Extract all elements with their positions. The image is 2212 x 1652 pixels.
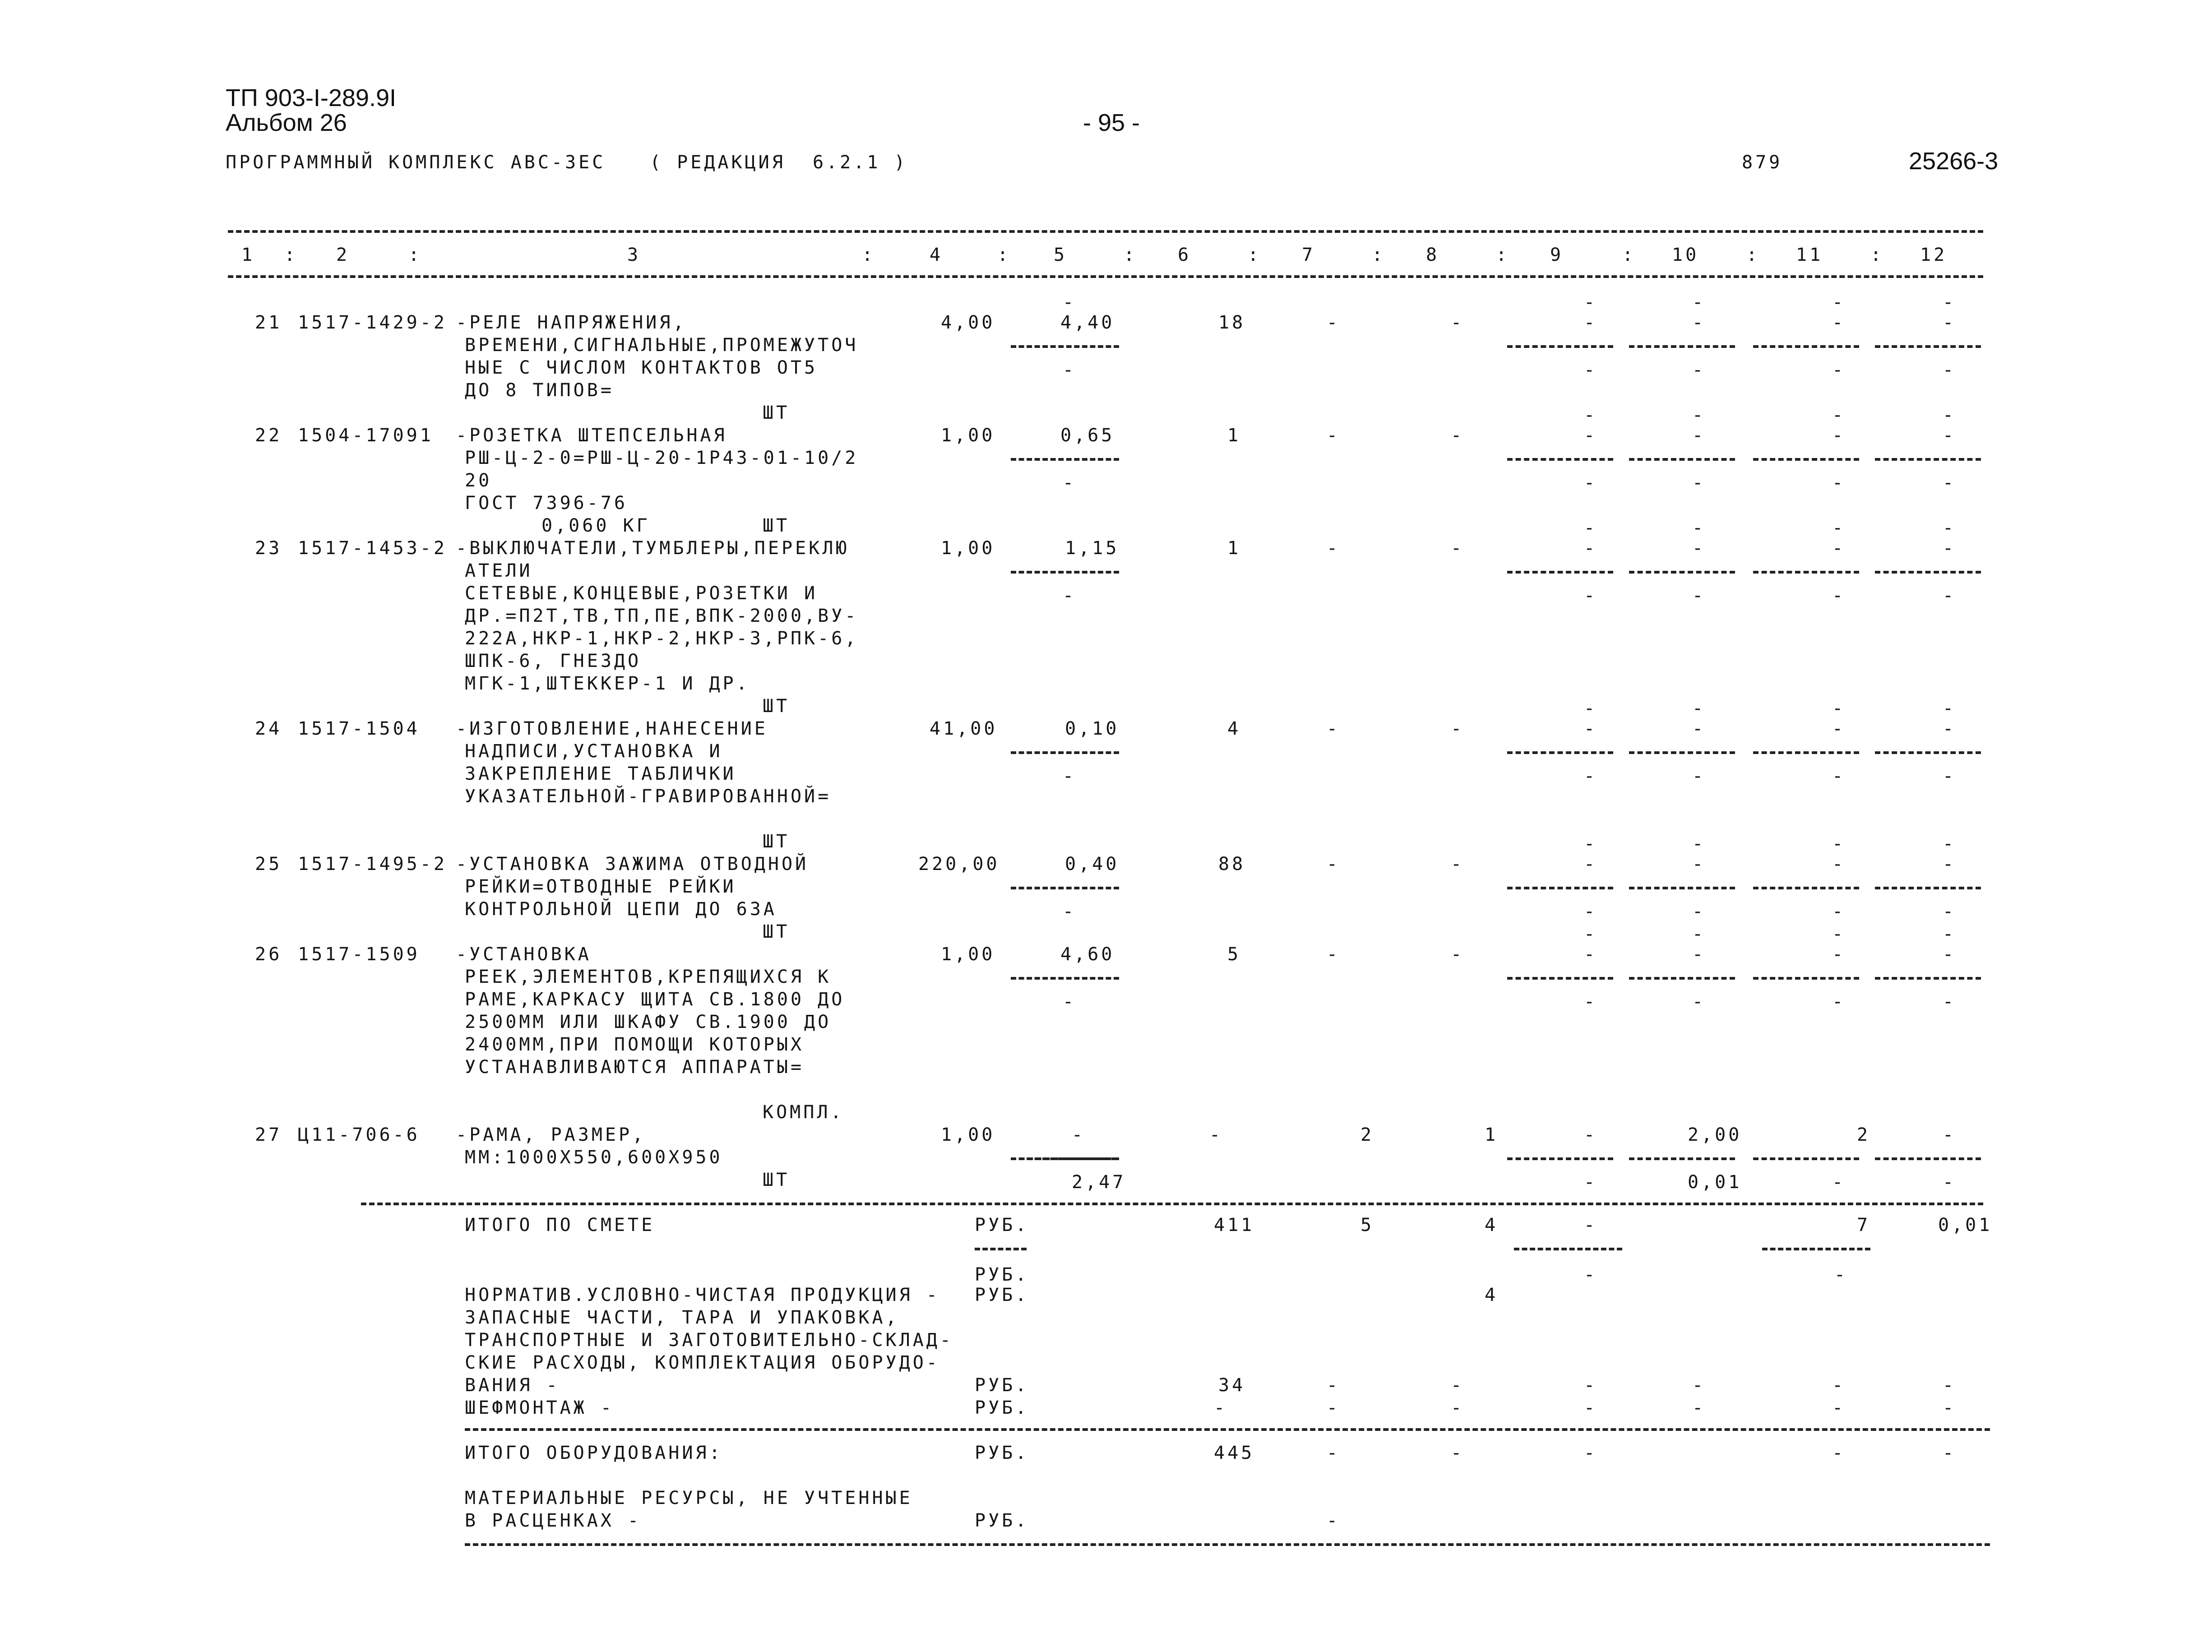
cell-separator-rule xyxy=(1875,887,1981,889)
row-desc-line: НАДПИСИ,УСТАНОВКА И xyxy=(465,741,723,762)
row-desc-line: 20 xyxy=(465,470,492,491)
empty-cell-dash: - xyxy=(1584,854,1598,875)
row-desc-line: ММ:1000Х550,600Х950 xyxy=(465,1147,723,1168)
row-col8: - xyxy=(1451,425,1465,446)
row-col8: - xyxy=(1451,312,1465,333)
col-header-9: 9 xyxy=(1550,245,1564,265)
empty-cell-dash: - xyxy=(1584,833,1598,854)
normativ-col8: 4 xyxy=(1485,1285,1499,1305)
cell-separator-rule xyxy=(1753,458,1859,461)
empty-cell-dash: - xyxy=(1943,698,1957,719)
row-col8: 1 xyxy=(1485,1124,1499,1145)
row-number: 24 xyxy=(255,718,282,739)
col-header-12: 12 xyxy=(1920,245,1948,265)
itogo-smeta-col12: 0,01 xyxy=(1938,1215,1993,1236)
row-col6: - xyxy=(1209,1124,1223,1145)
empty-cell-dash: - xyxy=(1692,718,1706,739)
empty-cell-dash: - xyxy=(1692,405,1706,426)
empty-cell-dash: - xyxy=(1692,833,1706,854)
empty-cell-dash: - xyxy=(1832,944,1846,965)
empty-cell-dash: - xyxy=(1584,292,1598,313)
row-code: 1504-17091 xyxy=(298,425,434,446)
row-code: Ц11-706-6 xyxy=(298,1124,420,1145)
normativ-line: ТРАНСПОРТНЫЕ И ЗАГОТОВИТЕЛЬНО-СКЛАД- xyxy=(465,1330,953,1351)
empty-cell-dash: - xyxy=(1692,360,1706,380)
empty-cell-dash: - xyxy=(1584,901,1598,922)
empty-cell-dash: - xyxy=(1584,991,1598,1012)
empty-cell-dash: - xyxy=(1692,518,1706,538)
cell-separator-rule xyxy=(1875,1157,1981,1160)
row-desc-line: УСТАНАВЛИВАЮТСЯ АППАРАТЫ= xyxy=(465,1057,805,1078)
empty-cell-dash: - xyxy=(1943,425,1957,446)
empty-cell-dash: - xyxy=(1832,924,1846,944)
empty-cell-dash: - xyxy=(1584,472,1598,493)
col-header-5: 5 xyxy=(1054,245,1068,265)
empty-cell-dash: - xyxy=(1832,991,1846,1012)
empty-cell-dash: - xyxy=(1832,472,1846,493)
empty-cell-dash: - xyxy=(1943,312,1957,333)
row-desc-line: УКАЗАТЕЛЬНОЙ-ГРАВИРОВАННОЙ= xyxy=(465,786,832,807)
normativ-line: ВАНИЯ - xyxy=(465,1375,560,1396)
itogo-smeta-col8: 4 xyxy=(1485,1215,1499,1236)
row-col8: - xyxy=(1451,944,1465,965)
row-desc-line: 2500ММ ИЛИ ШКАФУ СВ.1900 ДО xyxy=(465,1012,832,1032)
itogo-smeta-col9: - xyxy=(1584,1215,1598,1236)
row-unit: ШТ xyxy=(763,831,790,852)
empty-cell-dash: - xyxy=(1692,991,1706,1012)
normativ-line: ШЕФМОНТАЖ - xyxy=(465,1397,614,1418)
empty-cell-dash: - xyxy=(1832,901,1846,922)
empty-cell-dash: - xyxy=(1584,698,1598,719)
cell-separator-rule xyxy=(1753,571,1859,574)
empty-cell-dash: - xyxy=(1692,766,1706,787)
row-price: 0,40 xyxy=(1065,854,1120,875)
empty-cell-dash: - xyxy=(1943,944,1957,965)
normativ-unit-top: РУБ. xyxy=(975,1264,1029,1285)
cell-separator-rule xyxy=(1011,1157,1117,1160)
bottom-rule xyxy=(465,1543,1990,1546)
row-desc-line: -РАМА, РАЗМЕР, xyxy=(456,1124,646,1145)
edition-label: ( РЕДАКЦИЯ 6.2.1 ) xyxy=(650,152,908,173)
empty-cell-dash: - xyxy=(1692,472,1706,493)
row-qty: 4,00 xyxy=(941,312,995,333)
empty-cell-dash: - xyxy=(1832,854,1846,875)
program-title: ПРОГРАММНЫЙ КОМПЛЕКС АВС-3ЕС xyxy=(226,152,606,173)
empty-cell-dash: - xyxy=(1692,944,1706,965)
itogo-smeta-col7: 5 xyxy=(1361,1215,1374,1236)
row-desc-line: -РОЗЕТКА ШТЕПСЕЛЬНАЯ xyxy=(456,425,727,446)
empty-cell-dash: - xyxy=(1832,833,1846,854)
row-col7: - xyxy=(1327,944,1341,965)
row-number: 25 xyxy=(255,854,282,875)
row-price-lower: 2,47 xyxy=(1072,1172,1126,1193)
cell-separator-rule xyxy=(1507,571,1613,574)
normativ-line: НОРМАТИВ.УСЛОВНО-ЧИСТАЯ ПРОДУКЦИЯ - xyxy=(465,1285,940,1305)
empty-cell-dash: - xyxy=(1832,766,1846,787)
empty-cell-dash: - xyxy=(1943,538,1957,559)
empty-cell-dash: - xyxy=(1943,405,1957,426)
col-header-2: 2 xyxy=(336,245,350,265)
row-unit: ШТ xyxy=(763,696,790,717)
empty-cell-dash: - xyxy=(1943,766,1957,787)
cell-separator-rule xyxy=(1629,458,1735,461)
doc-number: 25266-3 xyxy=(1909,148,1999,175)
row-desc-line: РЕЕК,ЭЛЕМЕНТОВ,КРЕПЯЩИХСЯ К xyxy=(465,967,832,987)
row-unit: ШТ xyxy=(763,403,790,423)
col-header-7: 7 xyxy=(1302,245,1316,265)
row-desc-line: -УСТАНОВКА ЗАЖИМА ОТВОДНОЙ xyxy=(456,854,809,875)
cell-separator-rule xyxy=(1875,977,1981,980)
empty-cell-dash: - xyxy=(1692,538,1706,559)
cell-separator-rule xyxy=(1875,751,1981,754)
empty-cell-dash: - xyxy=(1692,901,1706,922)
materials-line: В РАСЦЕНКАХ - xyxy=(465,1510,642,1531)
cell-separator-rule xyxy=(1507,887,1613,889)
itogo-oborud-label: ИТОГО ОБОРУДОВАНИЯ: xyxy=(465,1443,723,1463)
normativ-line: ЗАПАСНЫЕ ЧАСТИ, ТАРА И УПАКОВКА, xyxy=(465,1307,899,1328)
document-page: ТП 903-I-289.9I Альбом 26 - 95 - ПРОГРАММНЫЙ КОМПЛЕКС АВС-3ЕС ( РЕДАКЦИЯ 6.2.1 ) 879 25266-3 1 : 2 : 3 : 4 : 5 : 6 : 7 : 8 : 9 : 10 : 11 : 12 21 1517-1429-2 -РЕЛЕ НАПРЯЖЕНИЯ, ВРЕМЕНИ,СИГНАЛЬНЫЕ,ПРОМЕЖУТОЧ НЫЕ С ЧИСЛОМ КОНТАКТОВ ОТ5 ДО 8 ТИПОВ= ШТ 4,00 - 4,40 - 18 - - 22 1504-17091 -РОЗЕТКА ШТЕПСЕЛЬНАЯ РШ-Ц-2-0=РШ-Ц-20-1Р43-01-10/2 20 ГОСТ 7396-76 0,060 КГ ШТ 1,00 0,65 - 1 - - 23 1517-1453-2 -ВЫКЛЮЧАТЕЛИ,ТУМБЛЕРЫ,ПЕРЕКЛЮ АТЕЛИ СЕТЕВЫЕ,КОНЦЕВЫЕ,РОЗЕТКИ И ДР.=П2Т,ТВ,ТП,ПЕ,ВПК-2000,ВУ- 222А,НКР-1,НКР-2,НКР-3,РПК-6, ШПК-6, ГНЕЗДО МГК-1,ШТЕККЕР-1 И ДР. ШТ 1,00 1,15 - 1 - - 24 1517-1504 -ИЗГОТОВЛЕНИЕ,НАНЕСЕНИЕ НАДПИСИ,УСТАНОВКА И ЗАКРЕПЛЕНИЕ ТАБЛИЧКИ УКАЗАТЕЛЬНОЙ-ГРАВИРОВАННОЙ= ШТ 41,00 0,10 - 4 - - 25 1517-1495-2 -УСТАНОВКА ЗАЖИМА ОТВОДНОЙ РЕЙКИ=ОТВОДНЫЕ РЕЙКИ КОНТРОЛЬНОЙ ЦЕПИ ДО 63А ШТ 220,00 0,40 - 88 - - 26 1517-1509 -УСТАНОВКА РЕЕК,ЭЛЕМЕНТОВ,КРЕПЯЩИХСЯ К РАМЕ,КАРКАСУ ЩИТА СВ.1800 ДО 2500ММ ИЛИ ШКАФУ СВ.1900 ДО 2400ММ,ПРИ ПОМОЩИ КОТОРЫХ УСТАНАВЛИВАЮТСЯ АППАРАТЫ= КОМПЛ. 1,00 4,60 - 5 - - 27 Ц11-706-6 -РАМА, РАЗМЕР, ММ:1000Х550,600Х950 ШТ 1,00 - 2,47 - 2 1 - 2,00 0,01 2 - - - - - - - - - - - - - - - - - - - - - - - - - - - - - - - - - - - - - - - - - - - - - - - - - - - - - - - - - - - - - - - - - - - - - - - - - - - - ИТОГО ПО СМЕТЕ РУБ. 411 5 4 - 7 0,01 - - РУБ. НОРМАТИВ.УСЛОВНО-ЧИСТАЯ ПРОДУКЦИЯ - РУБ. 4 ЗАПАСНЫЕ ЧАСТИ, ТАРА И УПАКОВКА, ТРАНСПОРТНЫЕ И ЗАГОТОВИТЕЛЬНО-СКЛАД- СКИЕ РАСХОДЫ, КОМПЛЕКТАЦИЯ ОБОРУДО- ВАНИЯ - РУБ. 34 ШЕФМОНТАЖ - РУБ. - - - - - - - - - - - - - ИТОГО ОБОРУДОВАНИЯ: РУБ. 445 - - - - - МАТЕРИАЛЬНЫЕ РЕСУРСЫ, НЕ УЧТЕННЫЕ В РАСЦЕНКАХ - РУБ. - xyxy=(0,0,2212,1652)
cell-separator-rule xyxy=(1507,458,1613,461)
row-desc-line: -ИЗГОТОВЛЕНИЕ,НАНЕСЕНИЕ xyxy=(456,718,768,739)
empty-cell-dash: - xyxy=(1832,698,1846,719)
row-desc-line: АТЕЛИ xyxy=(465,560,533,581)
row-col6: 18 xyxy=(1218,312,1246,333)
col-header-6: 6 xyxy=(1178,245,1192,265)
empty-cell-dash: - xyxy=(1832,292,1846,313)
empty-cell-dash: - xyxy=(1692,292,1706,313)
row-unit: ШТ xyxy=(763,515,790,536)
row-col7: 2 xyxy=(1361,1124,1374,1145)
empty-cell-dash: - xyxy=(1584,585,1598,606)
materials-line: МАТЕРИАЛЬНЫЕ РЕСУРСЫ, НЕ УЧТЕННЫЕ xyxy=(465,1488,913,1509)
empty-cell-dash: - xyxy=(1943,292,1957,313)
empty-cell-dash: - xyxy=(1584,360,1598,380)
cell-separator-rule xyxy=(1629,751,1735,754)
row-col8: - xyxy=(1451,854,1465,875)
col-header-10: 10 xyxy=(1672,245,1699,265)
row-number: 27 xyxy=(255,1124,282,1145)
empty-cell-dash: - xyxy=(1943,854,1957,875)
row-code: 1517-1509 xyxy=(298,944,420,965)
row-col7: - xyxy=(1327,538,1341,559)
row-col6: 4 xyxy=(1227,718,1241,739)
cell-separator-rule xyxy=(1629,977,1735,980)
row-price: 4,60 xyxy=(1060,944,1115,965)
row-col6: 5 xyxy=(1227,944,1241,965)
cell-separator-rule xyxy=(1507,345,1613,348)
row-col6: 1 xyxy=(1227,425,1241,446)
empty-cell-dash: - xyxy=(1584,425,1598,446)
row-qty: 1,00 xyxy=(941,944,995,965)
itogo-smeta-col6: 411 xyxy=(1214,1215,1255,1236)
row-col6: 88 xyxy=(1218,854,1246,875)
cell-separator-rule xyxy=(1629,1157,1735,1160)
col-header-3: 3 xyxy=(627,245,641,265)
col-header-1: 1 xyxy=(241,245,255,265)
empty-cell-dash: - xyxy=(1584,924,1598,944)
row-desc-line: НЫЕ С ЧИСЛОМ КОНТАКТОВ ОТ5 xyxy=(465,357,818,378)
row-code: 1517-1504 xyxy=(298,718,420,739)
row-desc-line: РШ-Ц-2-0=РШ-Ц-20-1Р43-01-10/2 xyxy=(465,448,859,468)
empty-cell-dash: - xyxy=(1832,1172,1846,1193)
table-top-rule xyxy=(228,230,1983,233)
row-desc-line: 222А,НКР-1,НКР-2,НКР-3,РПК-6, xyxy=(465,628,859,649)
empty-cell-dash: - xyxy=(1943,833,1957,854)
empty-cell-dash: - xyxy=(1832,405,1846,426)
row-col6: 1 xyxy=(1227,538,1241,559)
row-unit: КОМПЛ. xyxy=(763,1102,844,1123)
empty-cell-dash: - xyxy=(1832,360,1846,380)
row-desc-line: -РЕЛЕ НАПРЯЖЕНИЯ, xyxy=(456,312,687,333)
row-unit: ШТ xyxy=(763,921,790,942)
page-number: - 95 - xyxy=(1083,109,1140,136)
empty-cell-dash: - xyxy=(1584,518,1598,538)
cell-separator-rule xyxy=(1629,345,1735,348)
row-col10-lower: 0,01 xyxy=(1688,1172,1742,1193)
cell-separator-rule xyxy=(1629,887,1735,889)
row-col7: - xyxy=(1327,854,1341,875)
row-desc-line: ЗАКРЕПЛЕНИЕ ТАБЛИЧКИ xyxy=(465,764,736,784)
row-number: 21 xyxy=(255,312,282,333)
row-qty: 220,00 xyxy=(918,854,1000,875)
empty-cell-dash: - xyxy=(1943,718,1957,739)
materials-col7: - xyxy=(1327,1510,1341,1531)
row-price: - xyxy=(1072,1124,1086,1145)
row-number: 23 xyxy=(255,538,282,559)
empty-cell-dash: - xyxy=(1584,1172,1598,1193)
empty-cell-dash: - xyxy=(1584,944,1598,965)
empty-cell-dash: - xyxy=(1584,766,1598,787)
cell-separator-rule xyxy=(1875,458,1981,461)
empty-cell-dash: - xyxy=(1832,312,1846,333)
row-desc-line: ШПК-6, ГНЕЗДО xyxy=(465,651,642,671)
row-desc-line: -УСТАНОВКА xyxy=(456,944,592,965)
row-col8: - xyxy=(1451,718,1465,739)
row-qty: 1,00 xyxy=(941,1124,995,1145)
col-header-4: 4 xyxy=(930,245,944,265)
row-code: 1517-1495-2 xyxy=(298,854,447,875)
row-desc-line: 2400ММ,ПРИ ПОМОЩИ КОТОРЫХ xyxy=(465,1034,805,1055)
row-col12: - xyxy=(1943,1124,1957,1145)
row-desc-line: МГК-1,ШТЕККЕР-1 И ДР. xyxy=(465,673,750,694)
normativ-unit-line6: РУБ. xyxy=(975,1397,1029,1418)
row-desc-line: ГОСТ 7396-76 xyxy=(465,493,628,514)
cell-separator-rule xyxy=(1629,571,1735,574)
row-code: 1517-1453-2 xyxy=(298,538,447,559)
empty-cell-dash: - xyxy=(1692,425,1706,446)
sheet-code: 879 xyxy=(1742,152,1783,173)
itogo-smeta-label: ИТОГО ПО СМЕТЕ xyxy=(465,1215,655,1236)
empty-cell-dash: - xyxy=(1943,901,1957,922)
itogo-smeta-col11: 7 xyxy=(1857,1215,1871,1236)
row-desc-line: СЕТЕВЫЕ,КОНЦЕВЫЕ,РОЗЕТКИ И xyxy=(465,583,818,604)
empty-cell-dash: - xyxy=(1943,585,1957,606)
row-desc-line: ДО 8 ТИПОВ= xyxy=(465,380,614,401)
empty-cell-dash: - xyxy=(1943,924,1957,944)
cell-separator-rule xyxy=(1875,345,1981,348)
materials-unit: РУБ. xyxy=(975,1510,1029,1531)
normativ-line: СКИЕ РАСХОДЫ, КОМПЛЕКТАЦИЯ ОБОРУДО- xyxy=(465,1352,940,1373)
empty-cell-dash: - xyxy=(1584,538,1598,559)
cell-separator-rule xyxy=(1507,751,1613,754)
empty-cell-dash: - xyxy=(1943,472,1957,493)
cell-separator-rule xyxy=(1507,977,1613,980)
col-header-11: 11 xyxy=(1796,245,1823,265)
row-number: 22 xyxy=(255,425,282,446)
row-code: 1517-1429-2 xyxy=(298,312,447,333)
empty-cell-dash: - xyxy=(1832,518,1846,538)
empty-cell-dash: - xyxy=(1943,1172,1957,1193)
row-desc-line: ВРЕМЕНИ,СИГНАЛЬНЫЕ,ПРОМЕЖУТОЧ xyxy=(465,335,859,356)
table-header-rule xyxy=(228,275,1983,278)
empty-cell-dash: - xyxy=(1584,312,1598,333)
empty-cell-dash: - xyxy=(1832,538,1846,559)
cell-separator-rule xyxy=(1753,751,1859,754)
empty-cell-dash: - xyxy=(1692,854,1706,875)
cell-separator-rule xyxy=(1507,1157,1613,1160)
cell-separator-rule xyxy=(1875,571,1981,574)
row-col8: - xyxy=(1451,538,1465,559)
itogo-smeta-unit: РУБ. xyxy=(975,1215,1029,1236)
empty-cell-dash: - xyxy=(1943,360,1957,380)
row-qty: 41,00 xyxy=(930,718,998,739)
row-col11: 2 xyxy=(1857,1124,1871,1145)
itogo-oborud-unit: РУБ. xyxy=(975,1443,1029,1463)
row-col7: - xyxy=(1327,312,1341,333)
normativ-col6: 34 xyxy=(1218,1375,1246,1396)
col-header-8: 8 xyxy=(1426,245,1440,265)
row-unit: ШТ xyxy=(763,1170,790,1190)
empty-cell-dash: - xyxy=(1943,518,1957,538)
empty-cell-dash: - xyxy=(1832,425,1846,446)
doc-code: ТП 903-I-289.9I xyxy=(226,84,396,111)
empty-cell-dash: - xyxy=(1943,991,1957,1012)
row-qty: 1,00 xyxy=(941,425,995,446)
empty-cell-dash: - xyxy=(1832,718,1846,739)
empty-cell-dash: - xyxy=(1692,312,1706,333)
totals-rule xyxy=(361,1203,1983,1205)
row-price: 4,40 xyxy=(1060,312,1115,333)
row-price: 0,65 xyxy=(1060,425,1115,446)
row-col10: 2,00 xyxy=(1688,1124,1742,1145)
row-number: 26 xyxy=(255,944,282,965)
oborud-rule xyxy=(465,1428,1990,1431)
cell-separator-rule xyxy=(1753,977,1859,980)
empty-cell-dash: - xyxy=(1692,924,1706,944)
cell-separator-rule xyxy=(1753,345,1859,348)
row-desc-line: РАМЕ,КАРКАСУ ЩИТА СВ.1800 ДО xyxy=(465,989,845,1010)
row-col7: - xyxy=(1327,718,1341,739)
row-desc-line: РЕЙКИ=ОТВОДНЫЕ РЕЙКИ xyxy=(465,876,736,897)
empty-cell-dash: - xyxy=(1692,698,1706,719)
empty-cell-dash: - xyxy=(1692,585,1706,606)
row-desc-line: 0,060 КГ xyxy=(541,515,650,536)
empty-cell-dash: - xyxy=(1832,585,1846,606)
itogo-oborud-col6: 445 xyxy=(1214,1443,1255,1463)
row-desc-line: -ВЫКЛЮЧАТЕЛИ,ТУМБЛЕРЫ,ПЕРЕКЛЮ xyxy=(456,538,850,559)
empty-cell-dash: - xyxy=(1584,405,1598,426)
row-qty: 1,00 xyxy=(941,538,995,559)
row-col9: - xyxy=(1584,1124,1598,1145)
cell-separator-rule xyxy=(1753,887,1859,889)
empty-cell-dash: - xyxy=(1584,718,1598,739)
normativ-unit-line1: РУБ. xyxy=(975,1285,1029,1305)
row-desc-line: ДР.=П2Т,ТВ,ТП,ПЕ,ВПК-2000,ВУ- xyxy=(465,606,859,626)
row-price: 1,15 xyxy=(1065,538,1120,559)
normativ-unit-line5: РУБ. xyxy=(975,1375,1029,1396)
cell-separator-rule xyxy=(1753,1157,1859,1160)
row-col7: - xyxy=(1327,425,1341,446)
album-label: Альбом 26 xyxy=(226,109,347,136)
row-price: 0,10 xyxy=(1065,718,1120,739)
row-desc-line: КОНТРОЛЬНОЙ ЦЕПИ ДО 63А xyxy=(465,899,777,920)
